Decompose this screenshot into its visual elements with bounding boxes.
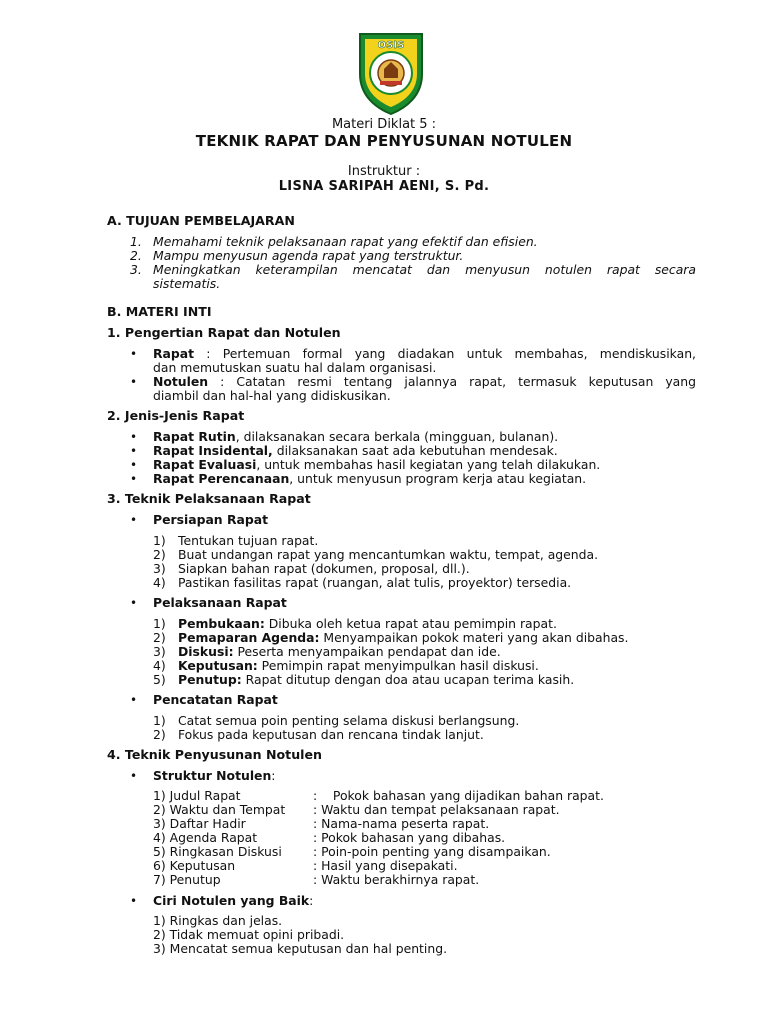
goal-3-text-line2: sistematis. <box>153 276 221 291</box>
pencatatan-num-1: 1) <box>153 713 166 728</box>
pencatatan-heading: Pencatatan Rapat <box>153 692 278 707</box>
goal-1-text: Memahami teknik pelaksanaan rapat yang efektif dan efisien. <box>153 234 538 249</box>
def-rapat-line1: Rapat : Pertemuan formal yang diadakan untuk membahas, mendiskusikan, <box>153 346 696 361</box>
goal-2-text: Mampu menyusun agenda rapat yang terstruktur. <box>153 248 464 263</box>
struktur-value-5: : Poin-poin penting yang disampaikan. <box>313 844 551 859</box>
pencatatan-item-1: Catat semua poin penting selama diskusi berlangsung. <box>178 713 520 728</box>
struktur-value-1: : Pokok bahasan yang dijadikan bahan rapat. <box>313 788 604 803</box>
pelaksanaan-num-4: 4) <box>153 658 166 673</box>
jenis-item-2: Rapat Insidental, dilaksanakan saat ada kebutuhan mendesak. <box>153 443 558 458</box>
struktur-label-3: 3) Daftar Hadir <box>153 816 246 831</box>
struktur-heading: Struktur Notulen: <box>153 768 276 783</box>
bullet-icon: • <box>130 430 138 444</box>
pencatatan-item-2: Fokus pada keputusan dan rencana tindak lanjut. <box>178 727 484 742</box>
document-title: TEKNIK RAPAT DAN PENYUSUNAN NOTULEN <box>195 132 573 150</box>
pelaksanaan-heading: Pelaksanaan Rapat <box>153 595 287 610</box>
pelaksanaan-item-5: Penutup: Rapat ditutup dengan doa atau ucapan terima kasih. <box>178 672 575 687</box>
struktur-label-6: 6) Keputusan <box>153 858 236 873</box>
bullet-icon: • <box>130 375 138 389</box>
bullet-icon: • <box>130 769 138 783</box>
struktur-value-2: : Waktu dan tempat pelaksanaan rapat. <box>313 802 560 817</box>
persiapan-item-4: Pastikan fasilitas rapat (ruangan, alat tulis, proyektor) tersedia. <box>178 575 572 590</box>
materi-label: Materi Diklat 5 : <box>331 117 437 132</box>
subsection-2-heading: 2. Jenis-Jenis Rapat <box>107 408 245 423</box>
bullet-icon: • <box>130 513 138 527</box>
goal-3-text-line1: Meningkatkan keterampilan mencatat dan menyusun notulen rapat secara <box>153 262 696 277</box>
instruktur-name: LISNA SARIPAH AENI, S. Pd. <box>278 179 490 194</box>
jenis-item-1: Rapat Rutin, dilaksanakan secara berkala (mingguan, bulanan). <box>153 429 559 444</box>
persiapan-num-1: 1) <box>153 533 166 548</box>
instruktur-label: Instruktur : <box>347 164 421 179</box>
struktur-label-5: 5) Ringkasan Diskusi <box>153 844 282 859</box>
persiapan-num-3: 3) <box>153 561 166 576</box>
struktur-value-7: : Waktu berakhirnya rapat. <box>313 872 480 887</box>
struktur-label-1: 1) Judul Rapat <box>153 788 241 803</box>
struktur-value-3: : Nama-nama peserta rapat. <box>313 816 490 831</box>
bullet-icon: • <box>130 444 138 458</box>
osis-logo-text: OSIS <box>377 40 405 51</box>
goal-1-number: 1. <box>130 234 142 249</box>
bullet-icon: • <box>130 894 138 908</box>
goal-3-number: 3. <box>130 262 142 277</box>
pelaksanaan-num-2: 2) <box>153 630 166 645</box>
struktur-label-7: 7) Penutup <box>153 872 221 887</box>
persiapan-item-3: Siapkan bahan rapat (dokumen, proposal, dll.). <box>178 561 470 576</box>
bullet-icon: • <box>130 347 138 361</box>
pelaksanaan-item-3: Diskusi: Peserta menyampaikan pendapat dan ide. <box>178 644 501 659</box>
ciri-item-3: 3) Mencatat semua keputusan dan hal penting. <box>153 941 448 956</box>
osis-logo <box>356 28 426 116</box>
pelaksanaan-item-4: Keputusan: Pemimpin rapat menyimpulkan hasil diskusi. <box>178 658 539 673</box>
section-b-heading: B. MATERI INTI <box>107 304 212 319</box>
jenis-item-4: Rapat Perencanaan, untuk menyusun program kerja atau kegiatan. <box>153 471 587 486</box>
bullet-icon: • <box>130 596 138 610</box>
persiapan-heading: Persiapan Rapat <box>153 512 269 527</box>
struktur-label-4: 4) Agenda Rapat <box>153 830 258 845</box>
jenis-item-3: Rapat Evaluasi, untuk membahas hasil kegiatan yang telah dilakukan. <box>153 457 601 472</box>
ciri-heading: Ciri Notulen yang Baik: <box>153 893 314 908</box>
ciri-item-2: 2) Tidak memuat opini pribadi. <box>153 927 345 942</box>
section-a-heading: A. TUJUAN PEMBELAJARAN <box>107 213 295 228</box>
persiapan-num-4: 4) <box>153 575 166 590</box>
def-rapat-line2: dan memutuskan suatu hal dalam organisasi. <box>153 360 437 375</box>
pelaksanaan-item-2: Pemaparan Agenda: Menyampaikan pokok materi yang akan dibahas. <box>178 630 629 645</box>
pencatatan-num-2: 2) <box>153 727 166 742</box>
goal-2-number: 2. <box>130 248 142 263</box>
subsection-1-heading: 1. Pengertian Rapat dan Notulen <box>107 325 341 340</box>
pelaksanaan-item-1: Pembukaan: Dibuka oleh ketua rapat atau pemimpin rapat. <box>178 616 557 631</box>
def-notulen-line2: diambil dan hal-hal yang didiskusikan. <box>153 388 391 403</box>
def-notulen-line1: Notulen : Catatan resmi tentang jalannya rapat, termasuk keputusan yang <box>153 374 696 389</box>
struktur-value-4: : Pokok bahasan yang dibahas. <box>313 830 506 845</box>
persiapan-num-2: 2) <box>153 547 166 562</box>
struktur-label-2: 2) Waktu dan Tempat <box>153 802 286 817</box>
persiapan-item-2: Buat undangan rapat yang mencantumkan waktu, tempat, agenda. <box>178 547 599 562</box>
subsection-3-heading: 3. Teknik Pelaksanaan Rapat <box>107 491 311 506</box>
ciri-item-1: 1) Ringkas dan jelas. <box>153 913 283 928</box>
struktur-value-6: : Hasil yang disepakati. <box>313 858 458 873</box>
subsection-4-heading: 4. Teknik Penyusunan Notulen <box>107 747 322 762</box>
bullet-icon: • <box>130 472 138 486</box>
pelaksanaan-num-1: 1) <box>153 616 166 631</box>
persiapan-item-1: Tentukan tujuan rapat. <box>178 533 319 548</box>
bullet-icon: • <box>130 693 138 707</box>
pelaksanaan-num-5: 5) <box>153 672 166 687</box>
bullet-icon: • <box>130 458 138 472</box>
pelaksanaan-num-3: 3) <box>153 644 166 659</box>
